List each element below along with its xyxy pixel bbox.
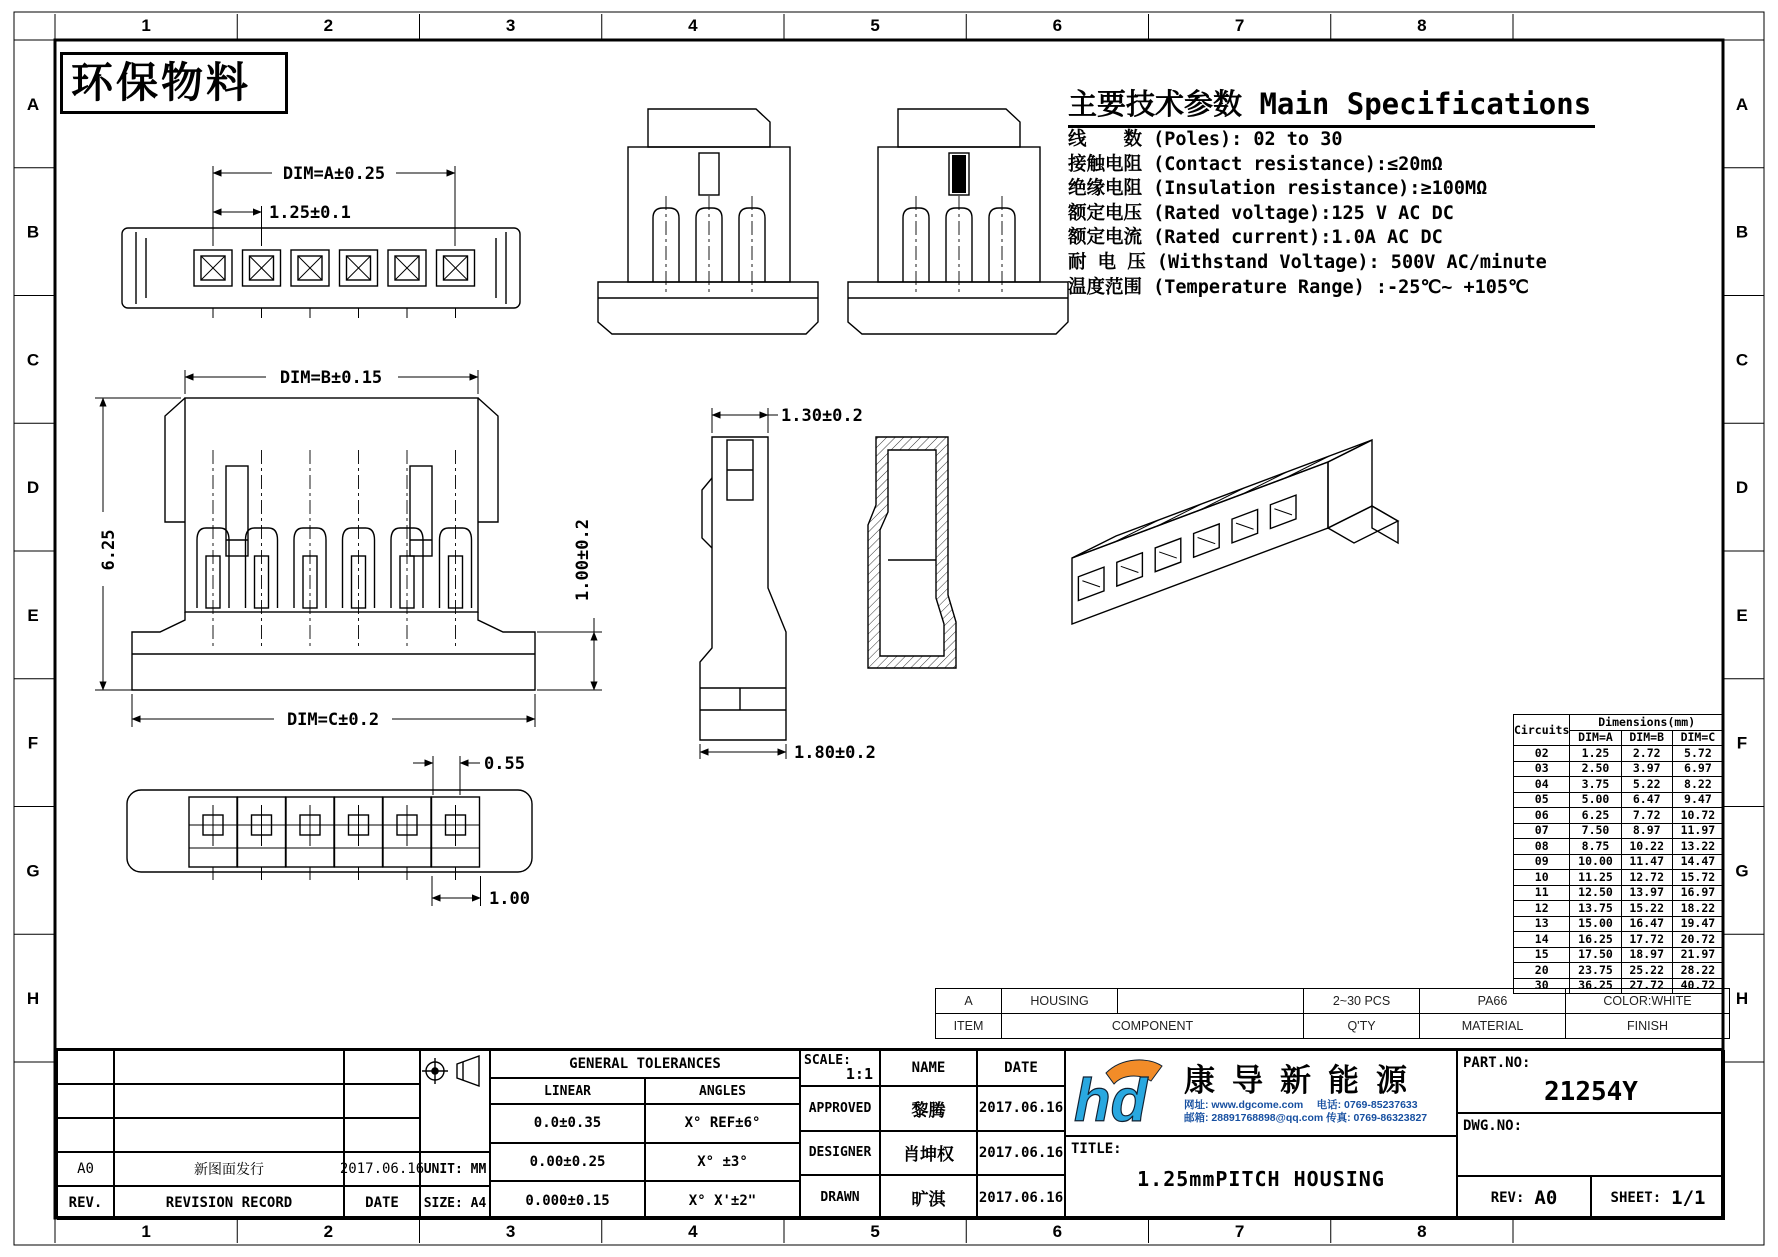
revision-cell — [344, 1050, 420, 1084]
projection-symbol-icon — [421, 1051, 483, 1091]
circuits-cell: 25.22 — [1621, 963, 1672, 979]
component-label: COMPONENT — [1002, 1014, 1304, 1039]
revision-cell — [57, 1118, 114, 1152]
circuits-cell: 40.72 — [1672, 978, 1723, 994]
circuits-row — [1514, 932, 1724, 948]
rev-label: REV: — [1490, 1190, 1525, 1206]
approval-name-cell: 肖坤权 — [880, 1131, 977, 1176]
grid-row-label: B — [26, 222, 40, 242]
spec-line: 额定电压 (Rated voltage):125 V AC DC — [1068, 202, 1454, 224]
approval-date-cell: 2017.06.16 — [977, 1175, 1065, 1220]
circuits-cell: 18.97 — [1621, 947, 1672, 963]
revision-cell — [57, 1084, 114, 1118]
dim-label-side: 1.00±0.2 — [573, 519, 593, 601]
linear-header: LINEAR — [490, 1078, 645, 1104]
circuits-cell: 11 — [1514, 885, 1570, 901]
finish-label: FINISH — [1566, 1014, 1730, 1039]
spec-line: 温度范围 (Temperature Range) :-25℃~ +105℃ — [1068, 276, 1529, 298]
revision-header-cell: REV. — [57, 1186, 114, 1220]
circuits-cell: 12.50 — [1570, 885, 1621, 901]
circuits-cell: 14 — [1514, 932, 1570, 948]
circuits-cell: 1.25 — [1570, 746, 1621, 762]
grid-col-label: 5 — [870, 1222, 880, 1241]
revision-cell — [114, 1050, 344, 1084]
circuits-row — [1514, 839, 1724, 855]
approval-name-cell: 旷淇 — [880, 1175, 977, 1220]
rev-value: A0 — [1534, 1187, 1558, 1209]
circuits-cell: 09 — [1514, 854, 1570, 870]
qty-label: Q'TY — [1304, 1014, 1420, 1039]
rear-view-a — [598, 109, 818, 334]
circuits-cell: 20 — [1514, 963, 1570, 979]
grid-col-label: 8 — [1417, 16, 1427, 35]
dim-label-a: DIM=A±0.25 — [282, 164, 386, 184]
circuits-cell: 5.00 — [1570, 792, 1621, 808]
circuits-cell: 10 — [1514, 870, 1570, 886]
circuits-cell: 36.25 — [1570, 978, 1621, 994]
circuits-row — [1514, 761, 1724, 777]
grid-col-label: 8 — [1417, 1222, 1427, 1241]
circuits-cell: 3.75 — [1570, 777, 1621, 793]
dim-label-slot: 0.55 — [484, 754, 525, 774]
revision-cell: A0 — [57, 1152, 114, 1186]
circuits-cell: 28.22 — [1672, 963, 1723, 979]
circuits-dimension-table — [1513, 714, 1724, 994]
circuits-cell: 15.22 — [1621, 901, 1672, 917]
circuits-row — [1514, 885, 1724, 901]
circuits-cell: 2.50 — [1570, 761, 1621, 777]
col-dim-b: DIM=B — [1621, 730, 1672, 746]
circuits-cell: 10.72 — [1672, 808, 1723, 824]
revision-cell: 2017.06.16 — [344, 1152, 420, 1186]
component-name: HOUSING — [1002, 989, 1118, 1014]
tolerance-linear-cell: 0.0±0.35 — [490, 1104, 645, 1143]
item-id: A — [936, 989, 1002, 1014]
spec-line: 绝缘电阻 (Insulation resistance):≥100MΩ — [1068, 178, 1488, 200]
title-block — [55, 1048, 1723, 1218]
grid-col-label: 6 — [1052, 16, 1063, 35]
iso-view — [1072, 440, 1398, 624]
revision-header-cell: REVISION RECORD — [114, 1186, 344, 1220]
circuits-row — [1514, 901, 1724, 917]
dwg-no-label: DWG.NO: — [1463, 1118, 1523, 1134]
grid-col-label: 6 — [1052, 1222, 1063, 1241]
grid-row-label: E — [1736, 605, 1748, 625]
circuits-cell: 8.75 — [1570, 839, 1621, 855]
top-view — [122, 163, 520, 318]
grid-row-label: F — [1736, 733, 1748, 753]
title-label: TITLE: — [1071, 1141, 1122, 1157]
grid-row-label: G — [26, 861, 40, 881]
circuits-cell: 12.72 — [1621, 870, 1672, 886]
dim-label-c: DIM=C±0.2 — [286, 710, 380, 730]
grid-row-label: E — [27, 605, 39, 625]
revision-header-cell: DATE — [344, 1186, 420, 1220]
circuits-cell: 21.97 — [1672, 947, 1723, 963]
component-table — [935, 988, 1730, 1039]
specifications-title: 主要技术参数 Main Specifications — [1068, 82, 1595, 128]
tolerance-linear-cell: 0.000±0.15 — [490, 1181, 645, 1220]
grid-col-label: 3 — [505, 16, 516, 35]
unit-cell: UNIT: MM — [420, 1152, 490, 1186]
circuits-cell: 13.75 — [1570, 901, 1621, 917]
circuits-cell: 19.47 — [1672, 916, 1723, 932]
contact-line-2: 邮箱: 28891768898@qq.com 传真: 0769-86323827 — [1184, 1112, 1428, 1124]
tolerance-angle-cell: X° REF±6° — [645, 1104, 800, 1143]
circuits-cell: 13 — [1514, 916, 1570, 932]
sheet-cell — [1591, 1176, 1725, 1220]
circuits-row — [1514, 947, 1724, 963]
date-header: DATE — [977, 1050, 1065, 1086]
circuits-header: Circuits — [1514, 715, 1570, 746]
dim-label-base: 1.80±0.2 — [794, 743, 876, 763]
bottom-view — [127, 754, 532, 909]
circuits-cell: 20.72 — [1672, 932, 1723, 948]
revision-cell — [344, 1118, 420, 1152]
grid-col-label: 4 — [688, 1222, 698, 1241]
component-name-2 — [1118, 989, 1304, 1014]
eco-material-label: 环保物料 — [60, 52, 288, 114]
part-no-label: PART.NO: — [1463, 1055, 1531, 1071]
dim-label-width: 1.30±0.2 — [781, 406, 863, 426]
material-value: PA66 — [1420, 989, 1566, 1014]
circuits-row — [1514, 792, 1724, 808]
circuits-cell: 11.25 — [1570, 870, 1621, 886]
dim-label-bpitch: 1.00 — [489, 889, 530, 909]
grid-col-label: 7 — [1234, 16, 1245, 35]
grid-row-label: C — [26, 350, 40, 370]
circuits-cell: 14.47 — [1672, 854, 1723, 870]
grid-col-label: 1 — [141, 16, 151, 35]
spec-line: 接触电阻 (Contact resistance):≤20mΩ — [1068, 153, 1443, 175]
circuits-cell: 5.22 — [1621, 777, 1672, 793]
grid-row-label: A — [26, 94, 40, 114]
circuits-cell: 9.47 — [1672, 792, 1723, 808]
logo-text: hd — [1074, 1067, 1148, 1133]
circuits-row — [1514, 808, 1724, 824]
grid-row-label: H — [26, 989, 40, 1009]
circuits-cell: 16.25 — [1570, 932, 1621, 948]
circuits-cell: 2.72 — [1621, 746, 1672, 762]
side-view — [700, 406, 876, 763]
finish-value: COLOR:WHITE — [1566, 989, 1730, 1014]
circuits-cell: 13.22 — [1672, 839, 1723, 855]
circuits-cell: 17.72 — [1621, 932, 1672, 948]
circuits-cell: 15.72 — [1672, 870, 1723, 886]
grid-col-label: 3 — [505, 1222, 516, 1241]
circuits-cell: 15.00 — [1570, 916, 1621, 932]
scale-cell — [800, 1050, 880, 1086]
col-dim-c: DIM=C — [1672, 730, 1723, 746]
circuits-cell: 8.22 — [1672, 777, 1723, 793]
part-no-cell — [1457, 1050, 1725, 1113]
grid-row-label: B — [1735, 222, 1749, 242]
circuits-cell: 11.97 — [1672, 823, 1723, 839]
col-dim-a: DIM=A — [1570, 730, 1621, 746]
circuits-cell: 10.00 — [1570, 854, 1621, 870]
circuits-cell: 05 — [1514, 792, 1570, 808]
company-name: 康导新能源 — [1184, 1063, 1424, 1098]
dimensions-header: Dimensions(mm) — [1570, 715, 1724, 731]
grid-col-label: 4 — [688, 16, 698, 35]
hatched-side-view — [868, 437, 956, 668]
circuits-cell: 3.97 — [1621, 761, 1672, 777]
circuits-row — [1514, 746, 1724, 762]
revision-cell — [114, 1118, 344, 1152]
circuits-cell: 11.47 — [1621, 854, 1672, 870]
grid-row-label: D — [1735, 478, 1749, 498]
circuits-cell: 7.50 — [1570, 823, 1621, 839]
projection-symbol-cell — [420, 1050, 490, 1152]
circuits-cell: 5.72 — [1672, 746, 1723, 762]
dim-label-height: 6.25 — [99, 529, 119, 571]
sheet-label: SHEET: — [1610, 1190, 1662, 1206]
tolerance-angle-cell: X° ±3° — [645, 1143, 800, 1182]
circuits-row — [1514, 854, 1724, 870]
circuits-cell: 16.97 — [1672, 885, 1723, 901]
circuits-cell: 10.22 — [1621, 839, 1672, 855]
dim-label-b: DIM=B±0.15 — [279, 368, 383, 388]
circuits-cell: 27.72 — [1621, 978, 1672, 994]
circuits-cell: 15 — [1514, 947, 1570, 963]
circuits-cell: 02 — [1514, 746, 1570, 762]
material-label: MATERIAL — [1420, 1014, 1566, 1039]
approval-date-cell: 2017.06.16 — [977, 1131, 1065, 1176]
revision-cell: 新图面发行 — [114, 1152, 344, 1186]
circuits-cell: 06 — [1514, 808, 1570, 824]
circuits-cell: 7.72 — [1621, 808, 1672, 824]
title-cell — [1065, 1136, 1457, 1220]
scale-label: SCALE: — [804, 1053, 851, 1068]
circuits-row — [1514, 870, 1724, 886]
circuits-cell: 23.75 — [1570, 963, 1621, 979]
approval-role-cell: APPROVED — [800, 1086, 880, 1131]
circuits-cell: 30 — [1514, 978, 1570, 994]
circuits-cell: 12 — [1514, 901, 1570, 917]
circuits-cell: 6.97 — [1672, 761, 1723, 777]
specifications-lines — [1068, 128, 1733, 300]
name-header: NAME — [880, 1050, 977, 1086]
approval-role-cell: DRAWN — [800, 1175, 880, 1220]
dwg-no-cell — [1457, 1113, 1725, 1176]
qty-value: 2~30 PCS — [1304, 989, 1420, 1014]
grid-row-label: H — [1735, 989, 1749, 1009]
front-view — [95, 368, 602, 730]
scale-value: 1:1 — [845, 1065, 873, 1083]
company-cell — [1065, 1050, 1457, 1136]
grid-row-label: C — [1735, 350, 1749, 370]
circuits-cell: 07 — [1514, 823, 1570, 839]
tolerances-title: GENERAL TOLERANCES — [490, 1050, 800, 1078]
revision-cell — [114, 1084, 344, 1118]
circuits-cell: 18.22 — [1672, 901, 1723, 917]
tolerance-angle-cell: X° X'±2" — [645, 1181, 800, 1220]
grid-col-label: 5 — [870, 16, 880, 35]
grid-row-label: D — [26, 478, 40, 498]
circuits-row — [1514, 777, 1724, 793]
circuits-cell: 04 — [1514, 777, 1570, 793]
spec-line: 耐 电 压 (Withstand Voltage): 500V AC/minute — [1068, 251, 1547, 273]
grid-col-label: 1 — [141, 1222, 151, 1241]
circuits-cell: 6.25 — [1570, 808, 1621, 824]
spec-line: 线 数 (Poles): 02 to 30 — [1068, 129, 1343, 150]
grid-col-label: 7 — [1234, 1222, 1245, 1241]
circuits-cell: 08 — [1514, 839, 1570, 855]
approval-date-cell: 2017.06.16 — [977, 1086, 1065, 1131]
grid-row-label: G — [1735, 861, 1749, 881]
grid-row-label: F — [27, 733, 39, 753]
grid-row-label: A — [1735, 94, 1749, 114]
size-cell: SIZE: A4 — [420, 1186, 490, 1220]
contact-line-1: 网址: www.dgcome.com 电话: 0769-85237633 — [1184, 1099, 1418, 1111]
circuits-cell: 17.50 — [1570, 947, 1621, 963]
approval-role-cell: DESIGNER — [800, 1131, 880, 1176]
rev-cell — [1457, 1176, 1591, 1220]
rear-view-b — [848, 109, 1068, 334]
circuits-cell: 13.97 — [1621, 885, 1672, 901]
circuits-cell: 6.47 — [1621, 792, 1672, 808]
circuits-row — [1514, 823, 1724, 839]
grid-col-label: 2 — [323, 16, 334, 35]
spec-line: 额定电流 (Rated current):1.0A AC DC — [1068, 227, 1443, 249]
circuits-row — [1514, 963, 1724, 979]
sheet-value: 1/1 — [1671, 1187, 1706, 1209]
company-logo-icon — [1072, 1055, 1176, 1133]
revision-cell — [344, 1084, 420, 1118]
angles-header: ANGLES — [645, 1078, 800, 1104]
drawing-title: 1.25mmPITCH HOUSING — [1137, 1167, 1385, 1191]
circuits-cell: 16.47 — [1621, 916, 1672, 932]
revision-cell — [57, 1050, 114, 1084]
main-specifications — [1068, 82, 1733, 300]
dim-label-pitch: 1.25±0.1 — [269, 203, 351, 223]
grid-col-label: 2 — [323, 1222, 334, 1241]
tolerance-linear-cell: 0.00±0.25 — [490, 1143, 645, 1182]
company-contact — [1184, 1099, 1427, 1125]
approval-name-cell: 黎腾 — [880, 1086, 977, 1131]
part-no-value: 21254Y — [1544, 1077, 1638, 1107]
circuits-cell: 03 — [1514, 761, 1570, 777]
circuits-row — [1514, 916, 1724, 932]
item-label: ITEM — [936, 1014, 1002, 1039]
circuits-cell: 8.97 — [1621, 823, 1672, 839]
